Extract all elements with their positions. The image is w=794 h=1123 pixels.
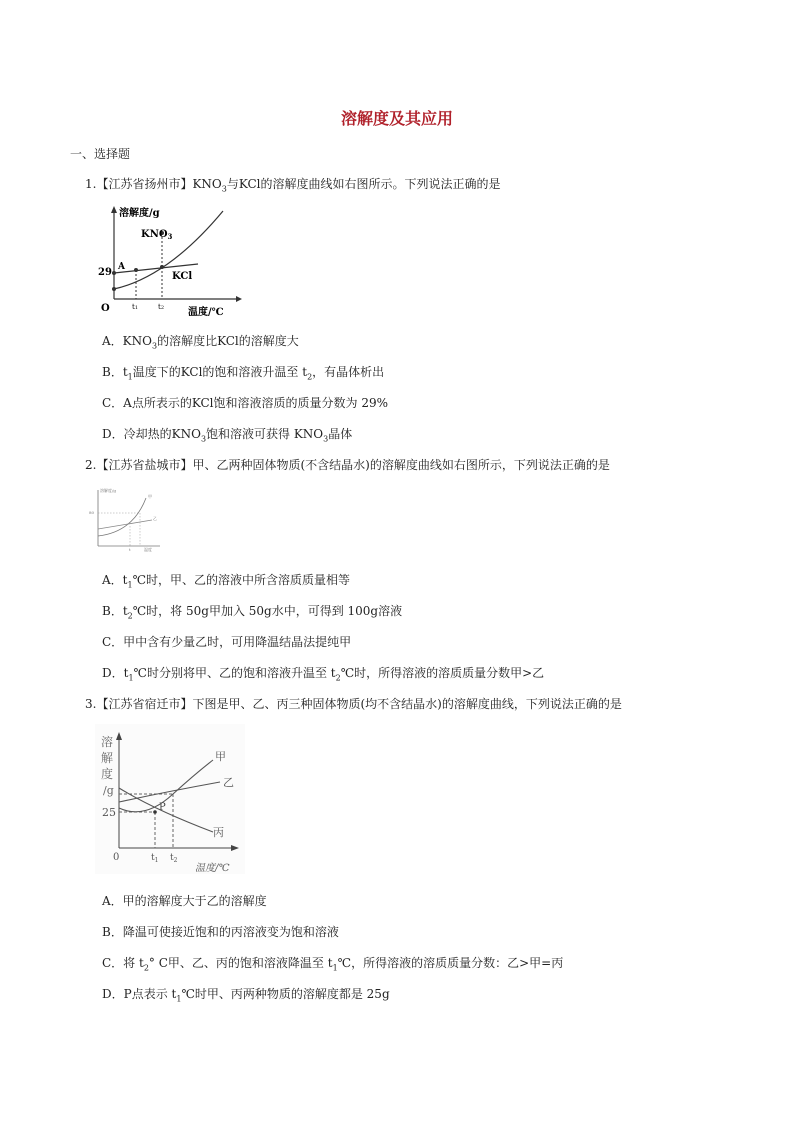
tick-25: 25 xyxy=(102,806,116,819)
curve-a xyxy=(98,498,146,536)
q3-option-d: D．P点表示 $t_1℃$时甲、丙两种物质的溶解度都是 25g xyxy=(102,987,390,1004)
q2-option-d: D．$t_1℃$时分别将甲、乙的饱和溶液升温至 $t_2℃$时，所得溶液的溶质质量分数甲>乙 xyxy=(102,666,545,683)
label-bing: 丙 xyxy=(213,826,224,839)
question-1-stem: 1.【江苏省扬州市】$KNO_3$与KCl的溶解度曲线如右图所示。下列说法正确的是 xyxy=(85,177,501,194)
origin-label: O xyxy=(101,303,110,314)
tick-80: 80 xyxy=(89,510,95,515)
tick-29: 29 xyxy=(98,267,112,278)
section-heading: 一、选择题 xyxy=(70,147,131,161)
x-axis-label: 温度/℃ xyxy=(188,307,224,318)
question-1-figure xyxy=(98,203,244,318)
y-label-1: 溶 xyxy=(101,735,114,749)
y-label-4: /g xyxy=(103,784,114,797)
label-a: 甲 xyxy=(148,494,152,499)
label-jia: 甲 xyxy=(215,750,226,763)
question-2-figure xyxy=(88,484,164,556)
label-yi: 乙 xyxy=(223,776,234,789)
t1-label: t1 xyxy=(132,303,139,311)
y-label-2: 解 xyxy=(101,751,114,765)
origin-label: 0 xyxy=(113,852,120,863)
point-a-label: A xyxy=(118,262,125,272)
question-2-stem: 2.【江苏省盐城市】甲、乙两种固体物质(不含结晶水)的溶解度曲线如右图所示，下列说法正确的是 xyxy=(85,458,610,472)
point-p-label: P xyxy=(159,802,166,813)
page-title: 溶解度及其应用 xyxy=(340,109,453,128)
y-label-3: 度 xyxy=(101,767,114,781)
question-3-stem: 3.【江苏省宿迁市】下图是甲、乙、丙三种固体物质(均不含结晶水)的溶解度曲线，下列说法正确的是 xyxy=(85,697,622,711)
q1-option-b: B．$t_1$温度下的KCl的饱和溶液升温至 $t_2$，有晶体析出 xyxy=(102,365,385,382)
q1-option-c: C．A点所表示的KCl饱和溶液溶质的质量分数为 29% xyxy=(102,396,388,410)
t-label: t xyxy=(129,547,131,552)
q2-option-a: A．$t_1℃$时，甲、乙的溶液中所含溶质质量相等 xyxy=(102,573,351,590)
q3-option-a: A．甲的溶解度大于乙的溶解度 xyxy=(102,894,267,908)
q3-option-c: C．将 $t_2^\circ$ C甲、乙、丙的饱和溶液降温至 $t_1℃$，所得溶液的溶质质量分数：乙>甲=丙 xyxy=(102,956,564,973)
q2-option-b: B．$t_2℃$时，将 50g甲加入 50g水中，可得到 100g溶液 xyxy=(102,604,403,621)
q1-option-d: D．冷却热的$KNO_3$饱和溶液可获得 $KNO_3$晶体 xyxy=(102,427,353,444)
q3-option-b: B．降温可使接近饱和的丙溶液变为饱和溶液 xyxy=(102,925,339,939)
y-axis-label: 溶解度/g xyxy=(100,488,116,493)
kcl-label: KCl xyxy=(172,271,193,282)
y-axis-label: 溶解度/g xyxy=(119,208,160,219)
kno3-label: $KNO_3$ xyxy=(141,229,173,241)
kno3-curve xyxy=(114,211,223,289)
x-axis-label: 温度 xyxy=(144,547,152,552)
t1-label: $t_1$ xyxy=(151,853,159,864)
q2-option-c: C．甲中含有少量乙时，可用降温结晶法提纯甲 xyxy=(102,635,352,649)
label-b: 乙 xyxy=(153,516,157,521)
curve-b xyxy=(98,520,152,529)
t2-label: t2 xyxy=(158,303,165,311)
x-axis-label: 温度/℃ xyxy=(195,863,230,874)
question-3-figure xyxy=(95,724,245,874)
t2-label: $t_2$ xyxy=(170,853,178,864)
q1-option-a: A．$KNO_3$的溶解度比KCl的溶解度大 xyxy=(102,334,299,351)
